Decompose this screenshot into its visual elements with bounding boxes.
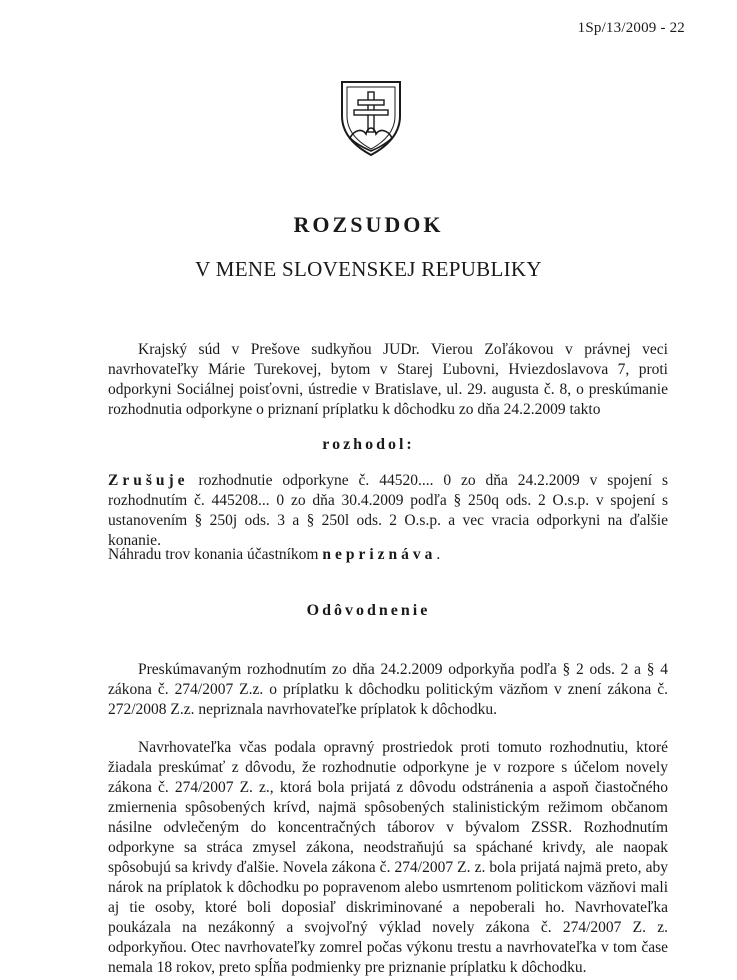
decided-heading: rozhodol: [322, 436, 415, 453]
decision-paragraph [108, 471, 668, 551]
costs-verb: nepriznáva [322, 546, 437, 563]
case-reference: 1Sp/13/2009 - 22 [577, 20, 685, 36]
reasoning-paragraph-1 [108, 660, 668, 720]
reasoning-paragraph-2 [108, 738, 668, 978]
costs-text: Náhradu trov konania účastníkom [108, 546, 323, 563]
coat-of-arms-icon [338, 78, 404, 158]
document-title: ROZSUDOK [293, 212, 444, 237]
costs-paragraph [108, 545, 440, 565]
costs-end: . [436, 546, 441, 563]
reasoning-text-1: Preskúmavaným rozhodnutím zo dňa 24.2.2009 odporkyňa podľa § 2 ods. 2 a § 4 zákona č. 274/2007 Z.z. o príplatku k dôchodku politickým väzňom v znení zákona č. 272/2008 Z.z. nepriznala navrhovateľke príplatok k dôchodku. [108, 661, 668, 718]
reasoning-text-2: Navrhovateľka včas podala opravný prostriedok proti tomuto rozhodnutiu, ktoré žiadala preskúmať z dôvodu, že rozhodnutie odporkyne je v rozpore s účelom novely zákona č. 274/2007 Z. z., ktorá bola prijatá z dôvodu odstránenia a aspoň čiastočného zmiernenia spôsobených krívd, najmä spôsobených stalinistickým režimom občanom násilne odvlečeným do koncentračných táborov v bývalom ZSSR. Rozhodnutím odporkyne sa stráca zmysel zákona, neodstraňujú sa spáchané krivdy, ale naopak spôsobujú sa krivdy ďalšie. Novela zákona č. 274/2007 Z. z. bola prijatá najmä preto, aby nárok na príplatok k dôchodku po popravenom alebo usmrtenom politickom väzňovi mali aj tie osoby, ktoré boli doposiaľ diskriminované a nepoberali ho. Navrhovateľka poukázala na nezákonný a svojvoľný výklad novely zákona č. 274/2007 Z. z. odporkyňou. Otec navrhovateľky zomrel počas výkonu trestu a navrhovateľka v tom čase nemala 18 rokov, preto spĺňa podmienky pre priznanie príplatku k dôchodku. [108, 739, 668, 976]
intro-text: Krajský súd v Prešove sudkyňou JUDr. Vierou Zoľákovou v právnej veci navrhovateľky Márie Turekovej, bytom v Starej Ľubovni, Hviezdoslavova 7, proti odporkyni Sociálnej poisťovni, ústredie v Bratislave, ul. 29. augusta č. 8, o preskúmanie rozhodnutia odporkyne o priznaní príplatku k dôchodku zo dňa 24.2.2009 takto [108, 341, 668, 418]
document-subtitle: V MENE SLOVENSKEJ REPUBLIKY [195, 257, 542, 281]
reasoning-heading: Odôvodnenie [306, 602, 431, 619]
decision-verb: Zrušuje [108, 472, 189, 489]
intro-paragraph [108, 340, 668, 420]
decision-text: rozhodnutie odporkyne č. 44520.... 0 zo dňa 24.2.2009 v spojení s rozhodnutím č. 445208... 0 zo dňa 30.4.2009 podľa § 250q ods. 2 O.s.p. v spojení s ustanovením § 250j ods. 3 a § 250l ods. 2 O.s.p. a vec vracia odporkyni na ďalšie konanie. [108, 472, 668, 549]
